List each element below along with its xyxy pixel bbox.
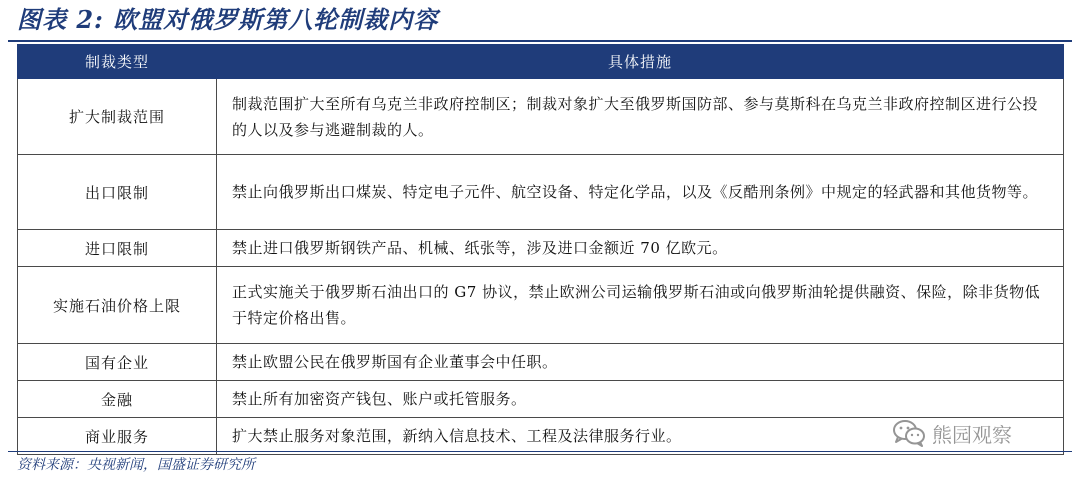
wechat-icon: [892, 419, 926, 447]
sanctions-table: [17, 44, 1064, 455]
table-row: [18, 381, 1064, 418]
column-header-type: 制裁类型: [18, 45, 217, 79]
sanction-detail-cell: 制裁范围扩大至所有乌克兰非政府控制区；制裁对象扩大至俄罗斯国防部、参与莫斯科在乌克兰非政府控制区进行公投的人以及参与逃避制裁的人。: [217, 79, 1064, 155]
watermark: [892, 418, 1012, 448]
sanction-detail-cell: 禁止进口俄罗斯钢铁产品、机械、纸张等，涉及进口金额近 70 亿欧元。: [217, 230, 1064, 267]
column-header-measures: 具体措施: [217, 45, 1064, 79]
sanction-type-cell: 国有企业: [18, 344, 217, 381]
table-row: [18, 344, 1064, 381]
source-note: 资料来源：央视新闻，国盛证券研究所: [17, 457, 255, 473]
sanction-type-cell: 出口限制: [18, 155, 217, 230]
title-divider: [8, 40, 1072, 42]
sanction-type-cell: 金融: [18, 381, 217, 418]
table-row: [18, 155, 1064, 230]
table-header-row: [18, 45, 1064, 79]
sanction-detail-cell: 禁止所有加密资产钱包、账户或托管服务。: [217, 381, 1064, 418]
watermark-text: 熊园观察: [932, 422, 1012, 447]
sanction-detail-cell: 禁止欧盟公民在俄罗斯国有企业董事会中任职。: [217, 344, 1064, 381]
sanction-type-cell: 实施石油价格上限: [18, 267, 217, 344]
table-row: [18, 230, 1064, 267]
table-row: [18, 79, 1064, 155]
table-row: [18, 267, 1064, 344]
sanction-type-cell: 商业服务: [18, 418, 217, 455]
sanction-type-cell: 进口限制: [18, 230, 217, 267]
figure-title: 图表 2: 欧盟对俄罗斯第八轮制裁内容: [17, 5, 439, 34]
sanction-detail-cell: 扩大禁止服务对象范围，新纳入信息技术、工程及法律服务行业。: [217, 418, 1064, 455]
sanction-detail-cell: 正式实施关于俄罗斯石油出口的 G7 协议，禁止欧洲公司运输俄罗斯石油或向俄罗斯油轮提供融资、保险，除非货物低于特定价格出售。: [217, 267, 1064, 344]
sanction-detail-cell: 禁止向俄罗斯出口煤炭、特定电子元件、航空设备、特定化学品，以及《反酷刑条例》中规定的轻武器和其他货物等。: [217, 155, 1064, 230]
source-divider: [8, 451, 1072, 452]
sanction-type-cell: 扩大制裁范围: [18, 79, 217, 155]
